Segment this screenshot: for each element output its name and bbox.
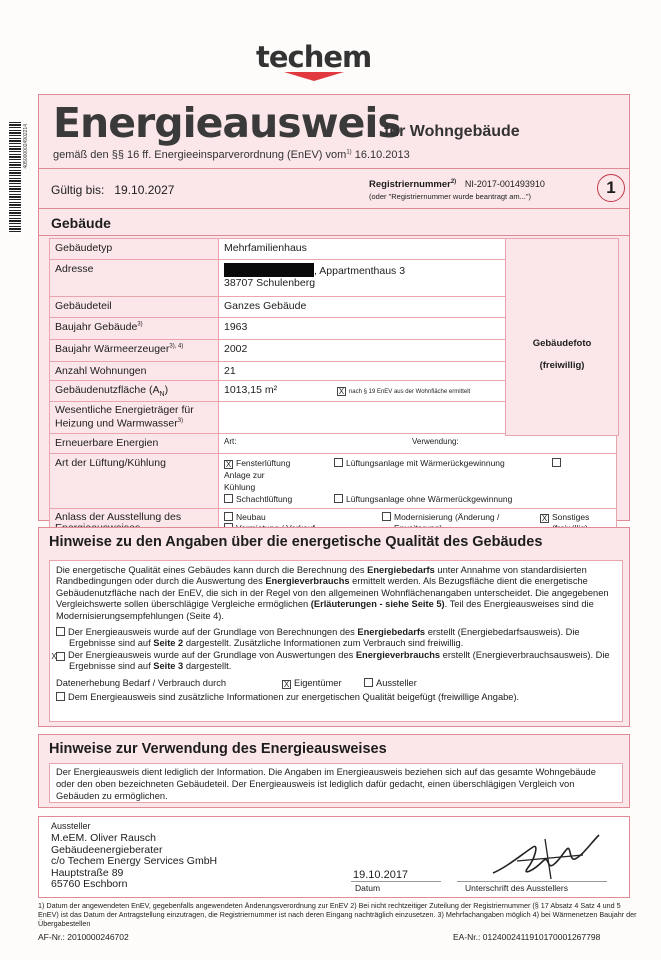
building-part-label: Gebäudeteil	[50, 297, 219, 318]
issuer-address	[51, 833, 217, 891]
quality-notes-body	[49, 560, 623, 722]
registration-number	[369, 179, 545, 190]
registration-label: Registriernummer	[369, 179, 451, 191]
intro-text-a: Die energetische Qualität eines Gebäudes kann durch die Berechnung des	[56, 565, 368, 575]
reason-other-checkbox[interactable]: X	[541, 513, 548, 523]
issuer-name: M.eEM. Oliver Rausch	[51, 832, 157, 844]
issuer-option-label: Aussteller	[376, 677, 417, 688]
demand-text-c: erstellt (Energiebedarfsausweis). Die Ergebnisse sind auf	[69, 627, 580, 649]
construction-year-label-text: Baujahr Gebäude	[55, 321, 138, 333]
vent-cooling-checkbox[interactable]	[552, 458, 561, 467]
address-line1: , Appartmenthaus 3	[314, 265, 406, 277]
data-collection-row	[56, 678, 616, 689]
building-section-title: Gebäude	[51, 215, 111, 231]
consumption-text-a: Der Energieausweis wurde auf der Grundlage von Auswertungen des	[68, 649, 356, 660]
units-value: 21	[219, 362, 617, 381]
owner-label: Eigentümer	[294, 677, 342, 688]
registration-note: (oder "Registriernummer wurde beantragt am...")	[369, 192, 532, 201]
issuer-role: Gebäudeenergieberater	[51, 843, 163, 856]
vent-without-recovery-label: Lüftungsanlage ohne Wärmerückgewinnung	[346, 493, 513, 504]
signature-image	[487, 825, 607, 883]
issuer-section	[38, 816, 630, 898]
renewable-value	[219, 433, 617, 453]
registration-footnote: 2)	[450, 179, 457, 185]
intro-text-d: Energieverbrauchs	[265, 576, 350, 587]
reason-modern-label: Modernisierung (Änderung /	[394, 511, 500, 522]
photo-label: Gebäudefoto	[532, 338, 592, 349]
date-line	[351, 881, 441, 882]
area-label-text: Gebäudenutzfläche (A	[55, 384, 160, 396]
legal-basis-date: 16.10.2013	[354, 149, 410, 161]
date-label: Datum	[355, 883, 381, 893]
usage-title: Hinweise zur Verwendung des Energieausweises	[49, 741, 387, 757]
issuer-city: 65760 Eschborn	[51, 878, 128, 890]
table-row	[50, 433, 617, 453]
vent-with-recovery-checkbox[interactable]	[334, 458, 343, 467]
area-note-checkbox[interactable]: X	[338, 387, 345, 396]
reason-other-label: Sonstiges	[552, 511, 590, 522]
legal-basis-text: gemäß den §§ 16 ff. Energieeinsparverordnung (EnEV) vom	[53, 149, 347, 161]
construction-year-value: 1963	[219, 318, 617, 340]
registration-value: NI-2017-001493910	[464, 179, 545, 190]
redacted-street	[224, 263, 314, 277]
vent-option-without-recovery	[334, 493, 512, 505]
intro-text-c: unter Annahme von standardisierten Randbedingungen oder durch die Auswertung des	[56, 565, 587, 587]
vent-without-recovery-checkbox[interactable]	[334, 494, 343, 503]
intro-text-b: Energiebedarfs	[367, 565, 435, 575]
vent-option-shaft	[224, 493, 334, 505]
signature-stroke-1	[493, 835, 599, 873]
heater-year-value: 2002	[219, 340, 617, 362]
ea-number: EA-Nr.: 0124002411910170001267798	[453, 932, 601, 942]
owner-checkbox[interactable]: X	[283, 679, 290, 689]
issuer-street: Hauptstraße 89	[51, 866, 124, 879]
vent-window-label: Fensterlüftung	[236, 457, 291, 468]
usage-section	[38, 734, 630, 808]
barcode-number: 4050000024902214	[23, 124, 29, 169]
heater-year-label-text: Baujahr Wärmeerzeuger	[55, 343, 170, 355]
intro-text-e: ermittelt werden. Als Bezugsfläche dient die energetische Gebäudenutzfläche nach der EnEV, die sich in der Regel von den allgemeinen Wohnflächenangaben unterscheidet. Die angegebenen Vergleichswerte sollen überschlägige Vergleiche ermöglichen	[56, 576, 609, 610]
data-collection-label: Datenerhebung Bedarf / Verbrauch durch	[56, 677, 227, 688]
barcode	[9, 122, 31, 234]
extra-info-checkbox[interactable]	[56, 692, 65, 701]
intro-text-f: (Erläuterungen - siehe Seite 5)	[310, 599, 445, 610]
issuer-checkbox[interactable]	[364, 678, 373, 687]
table-row	[50, 453, 617, 508]
building-part-value: Ganzes Gebäude	[219, 297, 617, 318]
reason-modern-checkbox[interactable]	[382, 512, 391, 521]
consumption-text-e: dargestellt.	[183, 661, 232, 672]
certificate-header	[38, 94, 630, 212]
quality-notes-title: Hinweise zu den Angaben über die energetische Qualität des Gebäudes	[49, 534, 543, 550]
validity	[51, 183, 174, 197]
area-value: 1013,15 m²	[224, 384, 278, 396]
construction-year-label	[50, 318, 219, 340]
reason-new-checkbox[interactable]	[224, 512, 233, 521]
demand-checkbox[interactable]	[56, 627, 65, 636]
energy-carrier-label	[50, 402, 219, 434]
document-subtitle: für Wohngebäude	[384, 123, 520, 140]
renewable-type: Art:	[224, 436, 237, 446]
demand-text-b: Energiebedarfs	[357, 627, 426, 638]
consumption-checkbox[interactable]: X	[56, 652, 65, 661]
barcode-bars-icon	[9, 122, 21, 234]
page-number-badge: 1	[597, 174, 625, 202]
vent-with-recovery-label: Lüftungsanlage mit Wärmerückgewinnung	[346, 457, 505, 468]
extra-info-label: Dem Energieausweis sind zusätzliche Informationen zur energetischen Qualität beigefügt (freiwillige Angabe).	[68, 692, 520, 703]
heater-year-footnote: 3), 4)	[169, 343, 184, 350]
demand-text-e: dargestellt. Zusätzliche Informationen zum Verbrauch sind freiwillig.	[183, 638, 464, 649]
legal-basis	[53, 149, 410, 161]
consumption-text-c: erstellt (Energieverbrauchsausweis). Die Ergebnisse sind auf	[69, 649, 610, 672]
area-note: nach § 19 EnEV aus der Wohnfläche ermittelt	[348, 389, 471, 395]
demand-option	[56, 627, 616, 650]
renewable-label: Erneuerbare Energien	[50, 433, 219, 453]
vent-cooling-label: Anlage zur Kühlung	[224, 469, 265, 492]
vent-option-with-recovery	[334, 457, 552, 469]
area-label	[50, 381, 219, 402]
signature-label: Unterschrift des Ausstellers	[465, 883, 568, 893]
demand-text-d: Seite 2	[153, 638, 184, 649]
vent-shaft-label: Schachtlüftung	[236, 493, 293, 504]
issue-date: 19.10.2017	[353, 869, 409, 881]
extra-info-row	[56, 692, 616, 703]
building-type-label: Gebäudetyp	[50, 239, 219, 260]
issuer-label: Aussteller	[51, 821, 91, 831]
brand-name: techem	[256, 40, 372, 74]
building-section	[38, 208, 630, 521]
energy-carrier-footnote: 3)	[177, 418, 184, 425]
issuer-company: c/o Techem Energy Services GmbH	[51, 855, 218, 867]
building-title-divider	[39, 235, 629, 236]
building-type-value: Mehrfamilienhaus	[219, 239, 617, 260]
header-divider	[39, 168, 629, 169]
consumption-option	[51, 649, 616, 673]
area-label-end: )	[164, 384, 169, 396]
techem-logo	[256, 42, 371, 81]
intro-text-g: . Teil des Energieausweises sind die Modernisierungsempfehlungen (Seite 4).	[56, 599, 594, 621]
heater-year-label	[50, 340, 219, 362]
signature-line	[457, 881, 607, 882]
address-line2: 38707 Schulenberg	[224, 277, 316, 289]
vent-shaft-checkbox[interactable]	[224, 494, 233, 503]
photo-optional-label: (freiwillig)	[539, 360, 585, 371]
document-title: Energieausweis	[53, 99, 401, 147]
validity-date: 19.10.2027	[114, 183, 175, 197]
demand-text-a: Der Energieausweis wurde auf der Grundlage von Berechnungen des	[68, 627, 358, 638]
consumption-text-d: Seite 3	[153, 661, 184, 672]
af-number: AF-Nr.: 2010000246702	[38, 932, 129, 942]
consumption-text-b: Energieverbrauchs	[355, 649, 441, 660]
units-label: Anzahl Wohnungen	[50, 362, 219, 381]
validity-label: Gültig bis:	[51, 183, 105, 197]
renewable-use: Verwendung:	[412, 436, 459, 446]
vent-window-checkbox[interactable]: X	[225, 459, 232, 469]
quality-notes-intro	[56, 565, 616, 622]
vent-option-window	[224, 457, 334, 469]
ventilation-label: Art der Lüftung/Kühlung	[50, 453, 219, 508]
quality-notes-section	[38, 527, 630, 727]
legal-basis-footnote: 1)	[346, 149, 352, 156]
building-photo-placeholder	[505, 238, 619, 436]
footnotes: 1) Datum der angewendeten EnEV, gegebenfalls angewendeten Änderungsverordnung zur EnEV 2) Bei nicht rechtzeitiger Zuteilung der Registriernummer (§ 17 Absatz 4 Satz 4 und 5 EnEV) ist das Datum der Antragstellung einzutragen, die Registriernummer ist nach deren Eingang nachträglich einzusetzen. 3) Mehrfachangaben möglich 4) bei Wärmenetzen Baujahr der Übergabestellen	[38, 901, 637, 928]
reason-new-label: Neubau	[236, 511, 266, 522]
address-label: Adresse	[50, 260, 219, 297]
energy-carrier-label-text: Wesentliche Energieträger für Heizung und Warmwasser	[55, 404, 194, 430]
construction-year-footnote: 3)	[137, 321, 143, 328]
ventilation-options	[219, 453, 617, 508]
usage-text: Der Energieausweis dient lediglich der Information. Die Angaben im Energieausweis beziehen sich auf das gesamte Wohngebäude oder den oben bezeichneten Gebäudeteil. Der Energieausweis ist lediglich dafür gedacht, einen überschlägigen Vergleich von Gebäuden zu ermöglichen.	[49, 763, 623, 803]
reason-label: Anlass der Ausstellung des	[50, 508, 219, 540]
area-label-sub: N	[159, 391, 165, 399]
